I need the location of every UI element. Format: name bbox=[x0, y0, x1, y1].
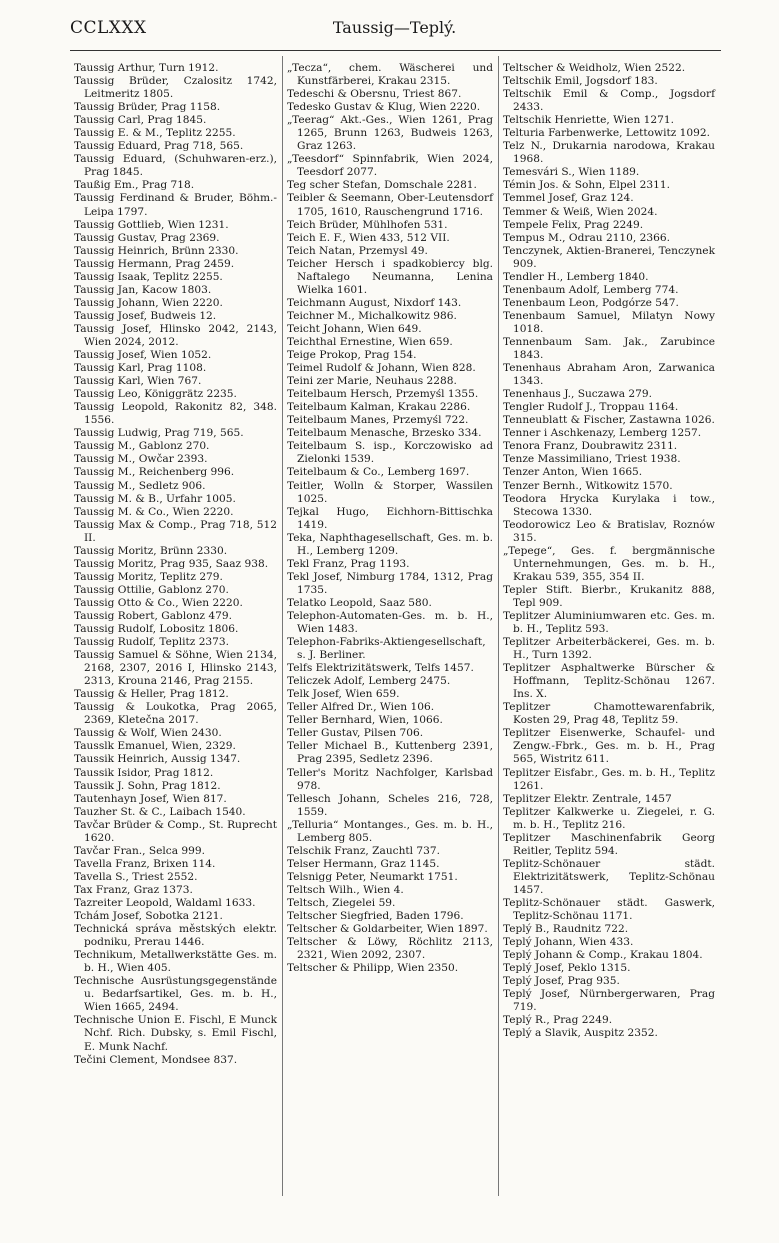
directory-entry: Taussig Hermann, Prag 2459. bbox=[74, 257, 235, 270]
directory-entry: Tenzer Anton, Wien 1665. bbox=[503, 466, 643, 479]
directory-entry: Teplitzer Maschinenfabrik Georg Reitler, Teplitz 594. bbox=[503, 831, 715, 857]
directory-entry: Telschik Franz, Zauchtl 737. bbox=[287, 844, 440, 857]
column-divider bbox=[498, 56, 499, 1196]
directory-entry: Telz N., Drukarnia narodowa, Krakau 1968. bbox=[503, 140, 715, 166]
directory-entry: Teige Prokop, Prag 154. bbox=[287, 349, 417, 362]
directory-entry: Tchám Josef, Sobotka 2121. bbox=[74, 910, 223, 923]
directory-entry: Teplitzer Chamottewarenfabrik, Kosten 29, Prag 48, Teplitz 59. bbox=[503, 701, 715, 727]
page-header bbox=[70, 18, 719, 44]
directory-entry: Taussig Isaak, Teplitz 2255. bbox=[74, 270, 223, 283]
directory-entry: Teltschik Emil, Jogsdorf 183. bbox=[503, 75, 658, 88]
directory-entry: Tenzer Bernh., Witkowitz 1570. bbox=[503, 479, 673, 492]
column-2 bbox=[287, 62, 493, 975]
directory-entry: Telfs Elektrizitätswerk, Telfs 1457. bbox=[287, 662, 474, 675]
directory-entry: Telturia Farbenwerke, Lettowitz 1092. bbox=[503, 127, 711, 140]
page-folio: CCLXXX bbox=[70, 18, 147, 38]
directory-entry: Tenze Massimiliano, Triest 1938. bbox=[503, 453, 681, 466]
directory-entry: Taussig Samuel & Söhne, Wien 2134, 2168, 2307, 2016 I, Hlinsko 2143, 2313, Krouna 2146, Prag 2155. bbox=[74, 649, 277, 688]
directory-entry: Teller Michael B., Kuttenberg 2391, Prag 2395, Sedletz 2396. bbox=[287, 740, 493, 766]
directory-entry: Taussig M., Sedletz 906. bbox=[74, 479, 206, 492]
directory-entry: „Tecza“, chem. Wäscherei und Kunstfärberei, Krakau 2315. bbox=[287, 62, 493, 88]
directory-entry: Taussig Ludwig, Prag 719, 565. bbox=[74, 427, 244, 440]
directory-entry: „Teesdorf“ Spinnfabrik, Wien 2024, Teesdorf 2077. bbox=[287, 153, 493, 179]
directory-entry: Teitelbaum Hersch, Przemyśl 1355. bbox=[287, 388, 479, 401]
directory-entry: Tepler Stift. Bierbr., Krukanitz 888, Tepl 909. bbox=[503, 583, 715, 609]
directory-entry: Taussig Karl, Prag 1108. bbox=[74, 362, 207, 375]
directory-entry: Teller Alfred Dr., Wien 106. bbox=[287, 701, 435, 714]
directory-entry: Taussig Leopold, Rakonitz 82, 348. 1556. bbox=[74, 401, 277, 427]
directory-entry: Tax Franz, Graz 1373. bbox=[74, 883, 193, 896]
directory-entry: Teich Brüder, Mühlhofen 531. bbox=[287, 218, 448, 231]
directory-entry: Tausslk Emanuel, Wien, 2329. bbox=[74, 740, 236, 753]
directory-entry: Tendler H., Lemberg 1840. bbox=[503, 270, 649, 283]
directory-entry: Taussig Max & Comp., Prag 718, 512 II. bbox=[74, 518, 277, 544]
directory-entry: Taussig Eduard, (Schuhwaren-erz.), Prag 1845. bbox=[74, 153, 277, 179]
directory-entry: Temmer & Weiß, Wien 2024. bbox=[503, 205, 658, 218]
directory-entry: Teplitzer Arbeiterbäckerei, Ges. m. b. H., Turn 1392. bbox=[503, 636, 715, 662]
directory-entry: Taussig Leo, Königgrätz 2235. bbox=[74, 388, 237, 401]
directory-entry: Telephon-Automaten-Ges. m. b. H., Wien 1483. bbox=[287, 609, 493, 636]
directory-entry: Taussig Eduard, Prag 718, 565. bbox=[74, 140, 244, 153]
column-1 bbox=[74, 62, 277, 1067]
directory-entry: Tenner i Aschkenazy, Lemberg 1257. bbox=[503, 427, 702, 440]
directory-entry: Taussig Gustav, Prag 2369. bbox=[74, 231, 220, 244]
directory-entry: Tempele Felix, Prag 2249. bbox=[503, 218, 644, 231]
directory-entry: Telk Josef, Wien 659. bbox=[287, 688, 400, 701]
directory-entry: Teichthal Ernestine, Wien 659. bbox=[287, 335, 453, 348]
directory-entry: Taussig M., Gablonz 270. bbox=[74, 440, 210, 453]
directory-entry: Taussig M., Owčar 2393. bbox=[74, 453, 208, 466]
directory-entry: Taussig Robert, Gablonz 479. bbox=[74, 609, 232, 622]
directory-entry: Taussig Brüder, Prag 1158. bbox=[74, 101, 221, 114]
directory-entry: Teltschik Emil & Comp., Jogsdorf 2433. bbox=[503, 88, 715, 114]
directory-entry: Tautenhayn Josef, Wien 817. bbox=[74, 792, 227, 805]
directory-entry: Taussig Ferdinand & Bruder, Böhm.-Leipa 1797. bbox=[74, 192, 277, 218]
directory-entry: Tenenhaus J., Suczawa 279. bbox=[503, 388, 652, 401]
directory-entry: Teg scher Stefan, Domschale 2281. bbox=[287, 179, 477, 192]
directory-entry: Tenenbaum Leon, Podgórze 547. bbox=[503, 296, 679, 309]
directory-entry: Taussig Jan, Kacow 1803. bbox=[74, 283, 212, 296]
directory-entry: Teka, Naphthagesellschaft, Ges. m. b. H., Lemberg 1209. bbox=[287, 531, 493, 557]
directory-entry: Teichner M., Michalkowitz 986. bbox=[287, 309, 457, 322]
column-divider bbox=[282, 56, 283, 1196]
directory-entry: Taussig Josef, Budweis 12. bbox=[74, 309, 217, 322]
directory-entry: Taussig & Wolf, Wien 2430. bbox=[74, 727, 222, 740]
directory-entry: Teitler, Wolln & Storper, Wassilen 1025. bbox=[287, 479, 493, 505]
directory-entry: Teplitzer Elektr. Zentrale, 1457 bbox=[503, 792, 672, 805]
directory-entry: Taussig Josef, Hlinsko 2042, 2143, Wien 2024, 2012. bbox=[74, 322, 277, 348]
directory-entry: Taussig Johann, Wien 2220. bbox=[74, 296, 223, 309]
directory-entry: Teltschik Henriette, Wien 1271. bbox=[503, 114, 674, 127]
directory-entry: Teibler & Seemann, Ober-Leutensdorf 1705, 1610, Rauschengrund 1716. bbox=[287, 192, 493, 218]
directory-entry: Taussig M., Reichenberg 996. bbox=[74, 466, 235, 479]
directory-entry: Taussig Gottlieb, Wien 1231. bbox=[74, 218, 229, 231]
directory-entry: Teicher Hersch i spadkobiercy blg. Naftalego Neumanna, Lenina Wielka 1601. bbox=[287, 257, 493, 296]
directory-entry: Teodorowicz Leo & Bratislav, Roznów 315. bbox=[503, 518, 715, 544]
directory-entry: Taussik Isidor, Prag 1812. bbox=[74, 766, 214, 779]
directory-entry: „Telluria“ Montanges., Ges. m. b. H., Lemberg 805. bbox=[287, 818, 493, 844]
directory-entry: Teitelbaum Kalman, Krakau 2286. bbox=[287, 401, 471, 414]
directory-entry: Telsnigg Peter, Neumarkt 1751. bbox=[287, 870, 458, 883]
directory-entry: Tavella S., Triest 2552. bbox=[74, 870, 198, 883]
directory-entry: Taussig & Heller, Prag 1812. bbox=[74, 688, 229, 701]
directory-entry: Taussig M. & B., Urfahr 1005. bbox=[74, 492, 236, 505]
directory-entry: Telatko Leopold, Saaz 580. bbox=[287, 596, 432, 609]
directory-entry: Tenneublatt & Fischer, Zastawna 1026. bbox=[503, 414, 715, 427]
directory-entry: Teliczek Adolf, Lemberg 2475. bbox=[287, 675, 451, 688]
directory-entry: Teplitzer Eisfabr., Ges. m. b. H., Teplitz 1261. bbox=[503, 766, 715, 792]
directory-entry: Tenenbaum Adolf, Lemberg 774. bbox=[503, 283, 679, 296]
directory-entry: Taussig E. & M., Teplitz 2255. bbox=[74, 127, 236, 140]
directory-entry: Telephon-Fabriks-Aktiengesellschaft, s. J. Berliner. bbox=[287, 636, 486, 662]
directory-entry: Teller Bernhard, Wien, 1066. bbox=[287, 714, 443, 727]
directory-entry: Technická správa městských elektr. podniku, Prerau 1446. bbox=[74, 923, 277, 949]
directory-entry: Teplý B., Raudnitz 722. bbox=[503, 923, 629, 936]
directory-entry: Teltsch, Ziegelei 59. bbox=[287, 897, 396, 909]
directory-entry: Taussik J. Sohn, Prag 1812. bbox=[74, 779, 221, 792]
directory-entry: Teitelbaum Manes, Przemyśl 722. bbox=[287, 414, 469, 427]
directory-entry: Tauzher St. & C., Laibach 1540. bbox=[74, 805, 246, 818]
directory-entry: Taussig Moritz, Teplitz 279. bbox=[74, 570, 223, 583]
directory-entry: Teplý a Slavik, Auspitz 2352. bbox=[503, 1027, 658, 1040]
directory-entry: Taussig Moritz, Brünn 2330. bbox=[74, 544, 228, 557]
directory-entry: Taussig Ottilie, Gablonz 270. bbox=[74, 583, 229, 596]
directory-entry: Teich E. F., Wien 433, 512 VII. bbox=[287, 231, 450, 244]
directory-entry: Taussig Josef, Wien 1052. bbox=[74, 349, 212, 362]
directory-entry: Technische Ausrüstungsgegenstände u. Bedarfsartikel, Ges. m. b. H., Wien 1665, 2494. bbox=[74, 975, 277, 1014]
directory-entry: Tedesko Gustav & Klug, Wien 2220. bbox=[287, 101, 481, 114]
directory-entry: Témin Jos. & Sohn, Elpel 2311. bbox=[503, 179, 671, 192]
directory-entry: Technische Union E. Fischl, E Munck Nchf. Rich. Dubsky, s. Emil Fischl, E. Munk Nachf. bbox=[74, 1014, 277, 1053]
directory-entry: Tenenhaus Abraham Aron, Zarwanica 1343. bbox=[503, 362, 715, 388]
directory-entry: Tazreiter Leopold, Waldaml 1633. bbox=[74, 897, 256, 909]
directory-entry: Teltscher & Philipp, Wien 2350. bbox=[287, 962, 459, 975]
directory-entry: Teltscher & Goldarbeiter, Wien 1897. bbox=[287, 923, 488, 936]
directory-entry: Teicht Johann, Wien 649. bbox=[287, 322, 422, 335]
directory-entry: Taussig Rudolf, Lobositz 1806. bbox=[74, 623, 239, 636]
directory-entry: Teltscher Siegfried, Baden 1796. bbox=[287, 910, 464, 923]
directory-entry: Teitelbaum Menasche, Brzesko 334. bbox=[287, 427, 482, 440]
directory-entry: Telser Hermann, Graz 1145. bbox=[287, 857, 440, 870]
directory-entry: Taussig & Loukotka, Prag 2065, 2369, Kletečna 2017. bbox=[74, 701, 277, 727]
directory-entry: Teplý Johann, Wien 433. bbox=[503, 936, 634, 949]
directory-entry: Taussig Carl, Prag 1845. bbox=[74, 114, 207, 127]
directory-entry: Taussig Otto & Co., Wien 2220. bbox=[74, 596, 243, 609]
directory-entry: Teitelbaum S. isp., Korczowisko ad Zielonki 1539. bbox=[287, 440, 493, 466]
directory-entry: Teplitzer Asphaltwerke Bürscher & Hoffmann, Teplitz-Schönau 1267. Ins. X. bbox=[503, 662, 715, 701]
directory-entry: Taussig Moritz, Prag 935, Saaz 938. bbox=[74, 557, 269, 570]
directory-entry: Tedeschi & Obersnu, Triest 867. bbox=[287, 88, 462, 101]
directory-entry: Taussig Heinrich, Brünn 2330. bbox=[74, 244, 239, 257]
directory-entry: Taussig Arthur, Turn 1912. bbox=[74, 62, 219, 74]
directory-entry: Temesvári S., Wien 1189. bbox=[503, 166, 640, 179]
directory-entry: Temmel Josef, Graz 124. bbox=[503, 192, 634, 205]
directory-entry: Tekl Josef, Nimburg 1784, 1312, Prag 1735. bbox=[287, 570, 493, 596]
directory-entry: Taussig Rudolf, Teplitz 2373. bbox=[74, 636, 230, 649]
directory-entry: Tavčar Brüder & Comp., St. Ruprecht 1620. bbox=[74, 818, 277, 844]
directory-entry: Teplitzer Eisenwerke, Schaufel- und Zengw.-Fbrk., Ges. m. b. H., Prag 565, Wistritz 611. bbox=[503, 727, 715, 766]
directory-entry: Teplý Josef, Peklo 1315. bbox=[503, 962, 631, 975]
directory-entry: Teltscher & Löwy, Röchlitz 2113, 2321, Wien 2092, 2307. bbox=[287, 936, 493, 962]
directory-entry: Teimel Rudolf & Johann, Wien 828. bbox=[287, 362, 476, 375]
directory-entry: Taussig Brüder, Czalositz 1742, Leitmeritz 1805. bbox=[74, 75, 277, 101]
directory-entry: Teltscher & Weidholz, Wien 2522. bbox=[503, 62, 686, 74]
directory-entry: Teller Gustav, Pilsen 706. bbox=[287, 727, 424, 740]
directory-entry: Teich Natan, Przemysl 49. bbox=[287, 244, 428, 257]
directory-entry: Teplitz-Schönauer städt. Gaswerk, Teplitz-Schönau 1171. bbox=[503, 897, 715, 923]
directory-entry: Teini zer Marie, Neuhaus 2288. bbox=[287, 375, 457, 388]
directory-entry: Teplý Josef, Nürnbergerwaren, Prag 719. bbox=[503, 988, 715, 1014]
directory-entry: Teplitzer Kalkwerke u. Ziegelei, r. G. m. b. H., Teplitz 216. bbox=[503, 805, 715, 831]
directory-entry: Tenora Franz, Doubrawitz 2311. bbox=[503, 440, 678, 453]
running-title: Taussig—Teplý. bbox=[332, 18, 457, 37]
directory-entry: Tennenbaum Sam. Jak., Zarubince 1843. bbox=[503, 335, 715, 362]
directory-entry: „Teerag“ Akt.-Ges., Wien 1261, Prag 1265, Brunn 1263, Budweis 1263, Graz 1263. bbox=[287, 114, 493, 153]
directory-entry: Taussig M. & Co., Wien 2220. bbox=[74, 505, 234, 518]
directory-entry: Teplitz-Schönauer städt. Elektrizitätswerk, Teplitz-Schönau 1457. bbox=[503, 857, 715, 896]
directory-entry: Teplý Josef, Prag 935. bbox=[503, 975, 620, 988]
directory-entry: Tejkal Hugo, Eichhorn-Bittischka 1419. bbox=[287, 505, 493, 531]
directory-entry: Teltsch Wilh., Wien 4. bbox=[287, 883, 404, 896]
directory-entry: Teller's Moritz Nachfolger, Karlsbad 978. bbox=[287, 766, 493, 792]
directory-entry: Technikum, Metallwerkstätte Ges. m. b. H., Wien 405. bbox=[74, 949, 277, 975]
directory-entry: Tempus M., Odrau 2110, 2366. bbox=[503, 231, 670, 244]
directory-entry: Tečini Clement, Mondsee 837. bbox=[74, 1053, 238, 1066]
directory-entry: Tenenbaum Samuel, Milatyn Nowy 1018. bbox=[503, 309, 715, 335]
directory-entry: „Tepege“, Ges. f. bergmännische Unternehmungen, Ges. m. b. H., Krakau 539, 355, 354 II. bbox=[503, 544, 715, 583]
directory-entry: Teplitzer Aluminiumwaren etc. Ges. m. b. H., Teplitz 593. bbox=[503, 609, 715, 636]
directory-entry: Taussig Karl, Wien 767. bbox=[74, 375, 202, 388]
column-3 bbox=[503, 62, 715, 1041]
directory-entry: Teodora Hrycka Kurylaka i tow., Stecowa 1330. bbox=[503, 492, 715, 518]
directory-entry: Tenczynek, Aktien-Branerei, Tenczynek 909. bbox=[503, 244, 715, 270]
directory-entry: Tellesch Johann, Scheles 216, 728, 1559. bbox=[287, 792, 493, 818]
directory-entry: Tengler Rudolf J., Troppau 1164. bbox=[503, 401, 679, 414]
directory-entry: Teplý Johann & Comp., Krakau 1804. bbox=[503, 949, 703, 962]
directory-entry: Tekl Franz, Prag 1193. bbox=[287, 557, 410, 570]
header-rule bbox=[70, 50, 721, 51]
directory-entry: Teichmann August, Nixdorf 143. bbox=[287, 296, 462, 309]
directory-entry: Taußig Em., Prag 718. bbox=[74, 179, 195, 192]
directory-entry: Teplý R., Prag 2249. bbox=[503, 1014, 613, 1027]
directory-entry: Tavčar Fran., Selca 999. bbox=[74, 844, 205, 857]
directory-entry: Taussik Heinrich, Aussig 1347. bbox=[74, 753, 241, 766]
directory-entry: Teitelbaum & Co., Lemberg 1697. bbox=[287, 466, 470, 479]
directory-entry: Tavella Franz, Brixen 114. bbox=[74, 857, 216, 870]
